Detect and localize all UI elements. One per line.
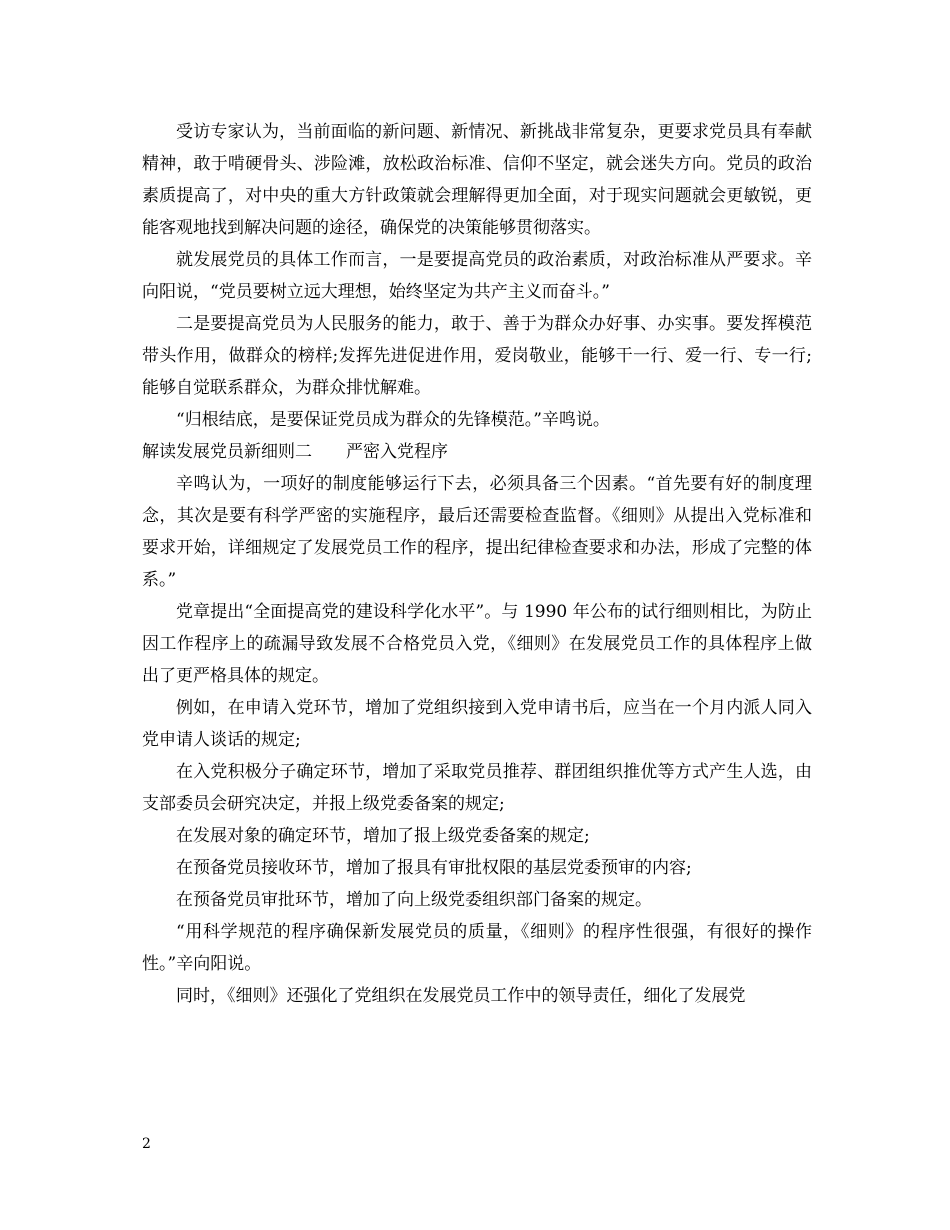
paragraph: 在预备党员接收环节，增加了报具有审批权限的基层党委预审的内容;: [176, 858, 692, 878]
paragraph: 二是要提高党员为人民服务的能力，敢于、善于为群众办好事、办实事。要发挥模范带头作用，做群众的榜样;发挥先进促进作用，爱岗敬业，能够干一行、爱一行、专一行;能够自觉联系群众，为群众排忧解难。: [142, 314, 812, 398]
paragraph: “归根结底，是要保证党员成为群众的先锋模范。”辛鸣说。: [176, 410, 610, 430]
paragraph: 在入党积极分子确定环节，增加了采取党员推荐、群团组织推优等方式产生人选，由支部委员会研究决定，并报上级党委备案的规定;: [142, 762, 812, 814]
paragraph: 同时，《细则》还强化了党组织在发展党员工作中的领导责任，细化了发展党: [176, 986, 746, 1006]
paragraph: “用科学规范的程序确保新发展党员的质量，《细则》的程序性很强，有很好的操作性。”辛向阳说。: [142, 922, 812, 974]
paragraph: 党章提出“全面提高党的建设科学化水平”。与 1990 年公布的试行细则相比，为防止因工作程序上的疏漏导致发展不合格党员入党，《细则》在发展党员工作的具体程序上做出了更严格具体的规定。: [142, 602, 812, 686]
section-heading: 解读发展党员新细则二 严密入党程序: [142, 442, 448, 462]
paragraph: 在预备党员审批环节，增加了向上级党委组织部门备案的规定。: [176, 890, 652, 910]
page-number: 2: [142, 1136, 151, 1152]
paragraph: 例如，在申请入党环节，增加了党组织接到入党申请书后，应当在一个月内派人同入党申请人谈话的规定;: [142, 698, 812, 750]
paragraph: 辛鸣认为，一项好的制度能够运行下去，必须具备三个因素。“首先要有好的制度理念，其次是要有科学严密的实施程序，最后还需要检查监督。《细则》从提出入党标准和要求开始，详细规定了发展党员工作的程序，提出纪律检查要求和办法，形成了完整的体系。”: [142, 474, 812, 590]
paragraph: 在发展对象的确定环节，增加了报上级党委备案的规定;: [176, 826, 590, 846]
paragraph: 就发展党员的具体工作而言，一是要提高党员的政治素质，对政治标准从严要求。辛向阳说，“党员要树立远大理想，始终坚定为共产主义而奋斗。”: [142, 250, 812, 302]
document-body: [142, 116, 812, 1012]
paragraph: 受访专家认为，当前面临的新问题、新情况、新挑战非常复杂，更要求党员具有奉献精神，敢于啃硬骨头、涉险滩，放松政治标准、信仰不坚定，就会迷失方向。党员的政治素质提高了，对中央的重大方针政策就会理解得更加全面，对于现实问题就会更敏锐，更能客观地找到解决问题的途径，确保党的决策能够贯彻落实。: [142, 122, 812, 238]
